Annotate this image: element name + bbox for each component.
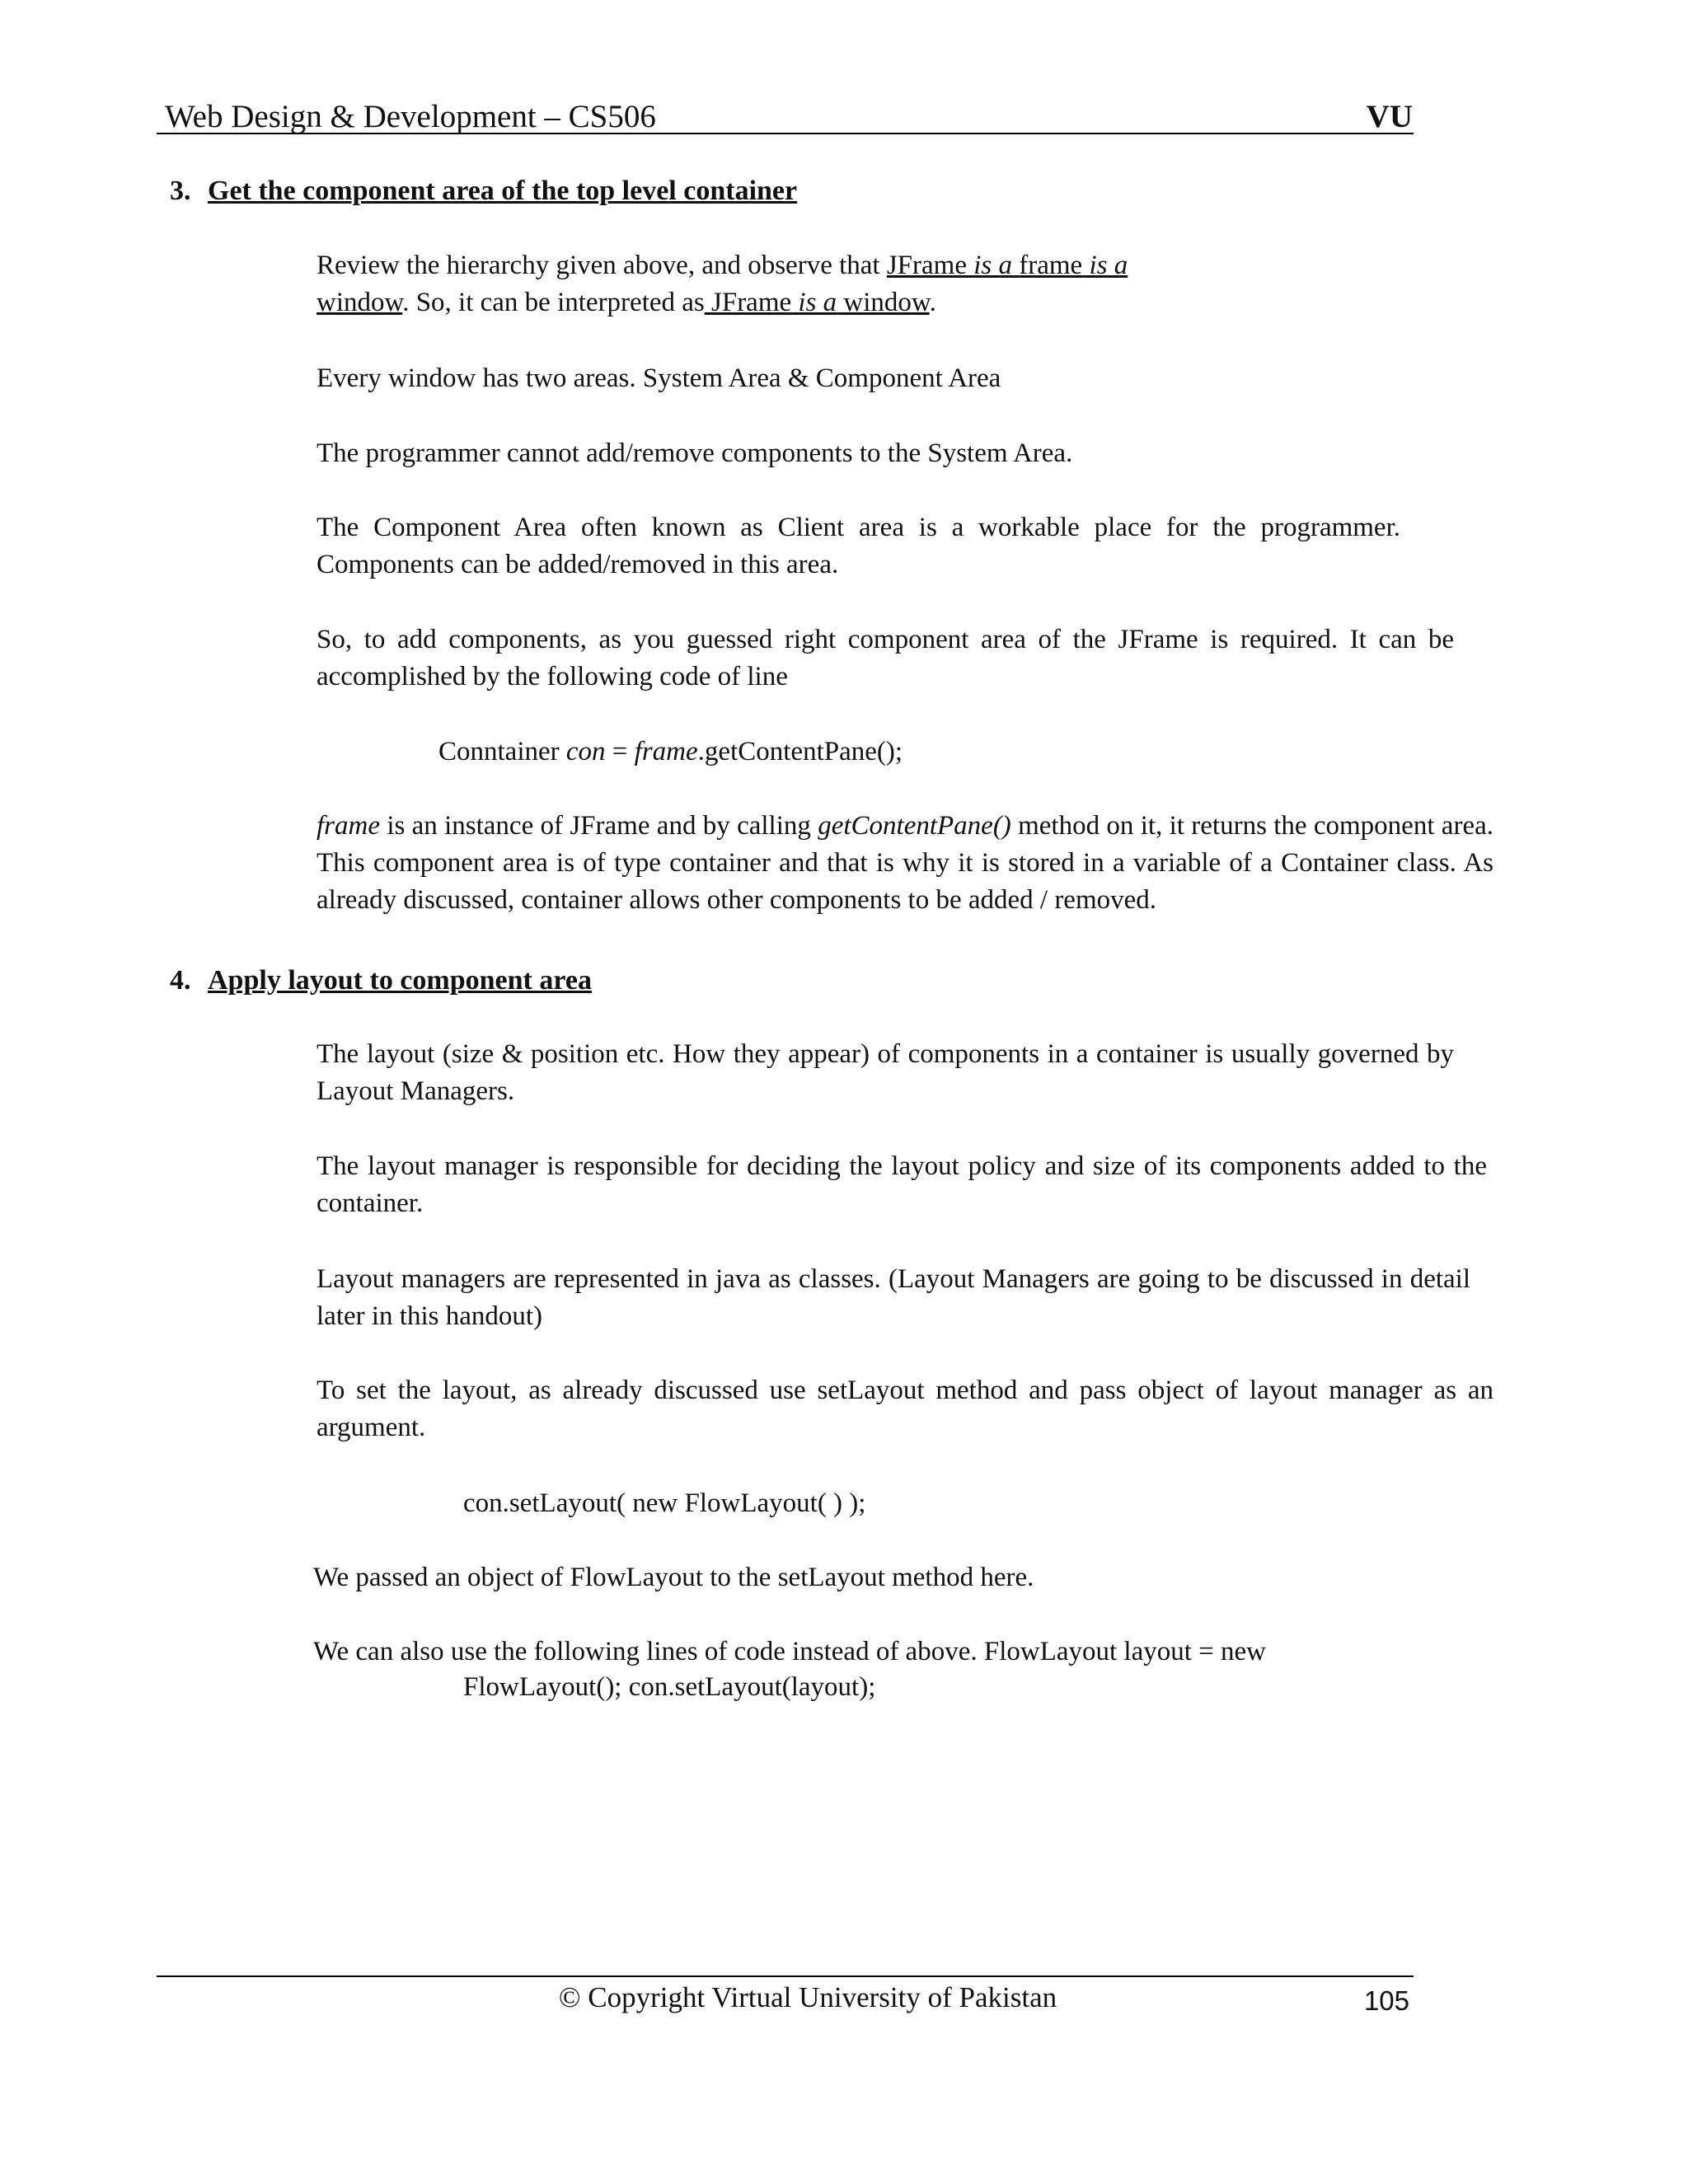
s3-paragraph-1 [316, 247, 1256, 321]
section-4-number: 4. [170, 965, 191, 996]
s3-p1-review: Review the hierarchy given above, and observe that [316, 251, 887, 280]
s3-p1-end: . [929, 288, 936, 317]
s3-p1-is-a: is a [973, 251, 1012, 280]
s4-paragraph-1: The layout (size & position etc. How they appear) of components in a container is usually governed by Layout Managers. [316, 1039, 1454, 1106]
s3-paragraph-2: Every window has two areas. System Area & Component Area [316, 363, 1001, 393]
s4-paragraph-5: We passed an object of FlowLayout to the setLayout method here. [313, 1563, 1034, 1592]
s3-p6-a: is an instance of JFrame and by calling [380, 811, 818, 841]
s4-paragraph-4: To set the layout, as already discussed use setLayout method and pass object of layout manager as an argument. [316, 1376, 1493, 1442]
s3-code-con: con [565, 737, 606, 766]
s3-p1-window: window [316, 288, 403, 317]
s3-code-pre: Conntainer [438, 737, 566, 766]
s3-paragraph-4: The Component Area often known as Client area is a workable place for the programmer. Components can be added/removed in this area. [316, 513, 1400, 579]
s4-code-line-1: con.setLayout( new FlowLayout( ) ); [463, 1488, 866, 1518]
s3-p1-so: . So, it can be interpreted as [402, 288, 705, 317]
s3-code-post: .getContentPane(); [697, 737, 903, 766]
s3-p6-frame: frame [316, 811, 380, 841]
s3-p1-jframe: JFrame [886, 251, 967, 280]
s4-code-line-2: FlowLayout(); con.setLayout(layout); [463, 1672, 876, 1702]
s3-p1-jframe-2: JFrame [711, 288, 792, 317]
s3-p6-method: getContentPane() [818, 811, 1011, 841]
s4-paragraph-3: Layout managers are represented in java as classes. (Layout Managers are going to be discussed in detail later in this handout) [316, 1264, 1470, 1331]
footer-rule [157, 1975, 1414, 1977]
s3-code-eq: = [605, 737, 635, 766]
s4-paragraph-2: The layout manager is responsible for deciding the layout policy and size of its components added to the container. [316, 1151, 1487, 1218]
header-brand: VU [1366, 99, 1413, 134]
s3-p1-frame: frame [1019, 251, 1083, 280]
s3-paragraph-5: So, to add components, as you guessed right component area of the JFrame is required. It can be accomplished by the following code of line [316, 625, 1454, 691]
s3-p1-is-a-2: is a [1089, 251, 1128, 280]
section-4-title: Apply layout to component area [208, 965, 592, 996]
s4-paragraph-6: We can also use the following lines of code instead of above. FlowLayout layout = new [313, 1637, 1266, 1666]
s3-p1-is-a-3: is a [798, 288, 837, 317]
s3-p6-b: method on it, it returns the component area. This component area is of type container and that is why it is stored in a variable of a Container class. As already discussed, container allows other components to be added / removed. [316, 811, 1493, 915]
section-3-title: Get the component area of the top level container [208, 176, 798, 206]
s3-paragraph-3: The programmer cannot add/remove components to the System Area. [316, 438, 1073, 468]
page-number: 105 [1363, 1985, 1409, 2016]
header-title: Web Design & Development – CS506 [165, 99, 656, 134]
header-rule [157, 133, 1414, 134]
s3-paragraph-6 [316, 808, 1493, 919]
s3-code-line [438, 733, 903, 771]
section-3-number: 3. [170, 176, 191, 206]
s3-p1-window-2: window [843, 288, 930, 317]
s3-code-frame: frame [634, 737, 698, 766]
footer-copyright: © Copyright Virtual University of Pakistan [558, 1981, 1057, 2013]
